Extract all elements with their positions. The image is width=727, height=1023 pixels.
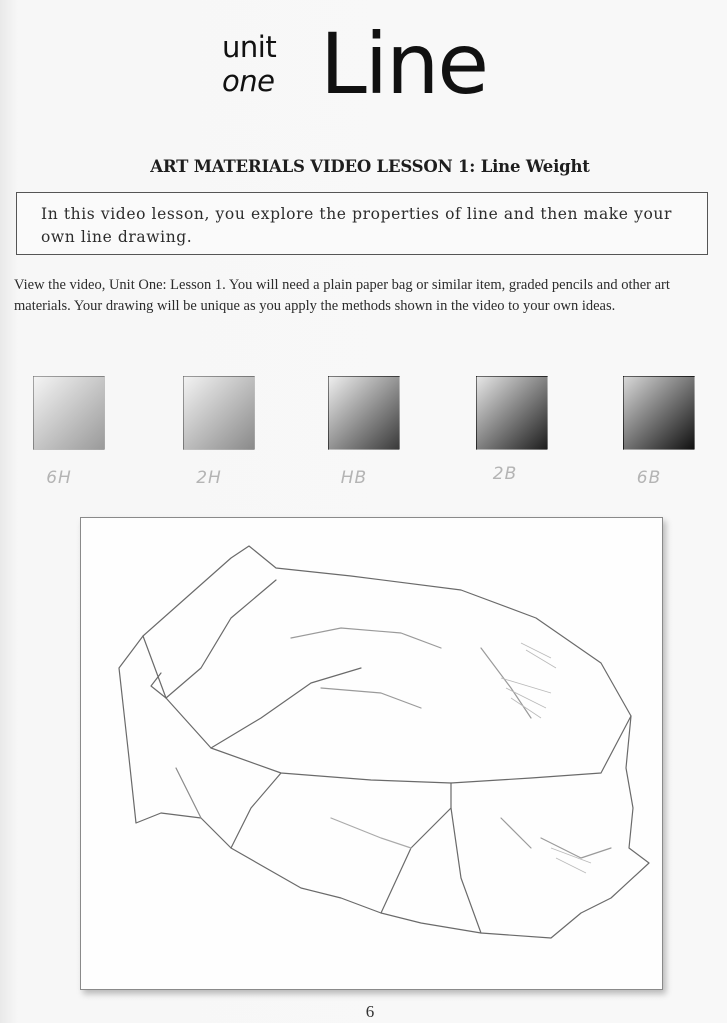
paper-bag-drawing [80, 517, 663, 990]
instructions-paragraph: View the video, Unit One: Lesson 1. You will need a plain paper bag or similar item, graded pencils and other art materials. Your drawing will be unique as you apply the methods shown in the video to your own ideas. [14, 277, 670, 314]
unit-label [222, 30, 276, 98]
swatch-label-2b: 2B [492, 464, 518, 484]
intro-box [16, 192, 708, 255]
page-title: Line [320, 15, 488, 113]
swatch-6h [33, 376, 105, 450]
one-word: one [222, 64, 275, 98]
page-number: 6 [365, 1002, 375, 1021]
swatch-hb [328, 376, 400, 450]
swatch-6b [623, 376, 695, 450]
line-drawing-illustration [81, 518, 662, 989]
swatch-label-hb: HB [340, 468, 368, 488]
swatch-2h [183, 376, 255, 450]
unit-word: unit [222, 30, 277, 64]
swatch-label-2h: 2H [196, 468, 222, 488]
intro-text: In this video lesson, you explore the properties of line and then make your own line drawing. [41, 205, 672, 246]
swatch-label-6h: 6H [46, 468, 72, 488]
swatch-2b [476, 376, 548, 450]
pencil-grade-swatches [0, 376, 727, 496]
swatch-label-6b: 6B [636, 468, 662, 488]
lesson-heading: ART MATERIALS VIDEO LESSON 1: Line Weight [150, 157, 590, 176]
